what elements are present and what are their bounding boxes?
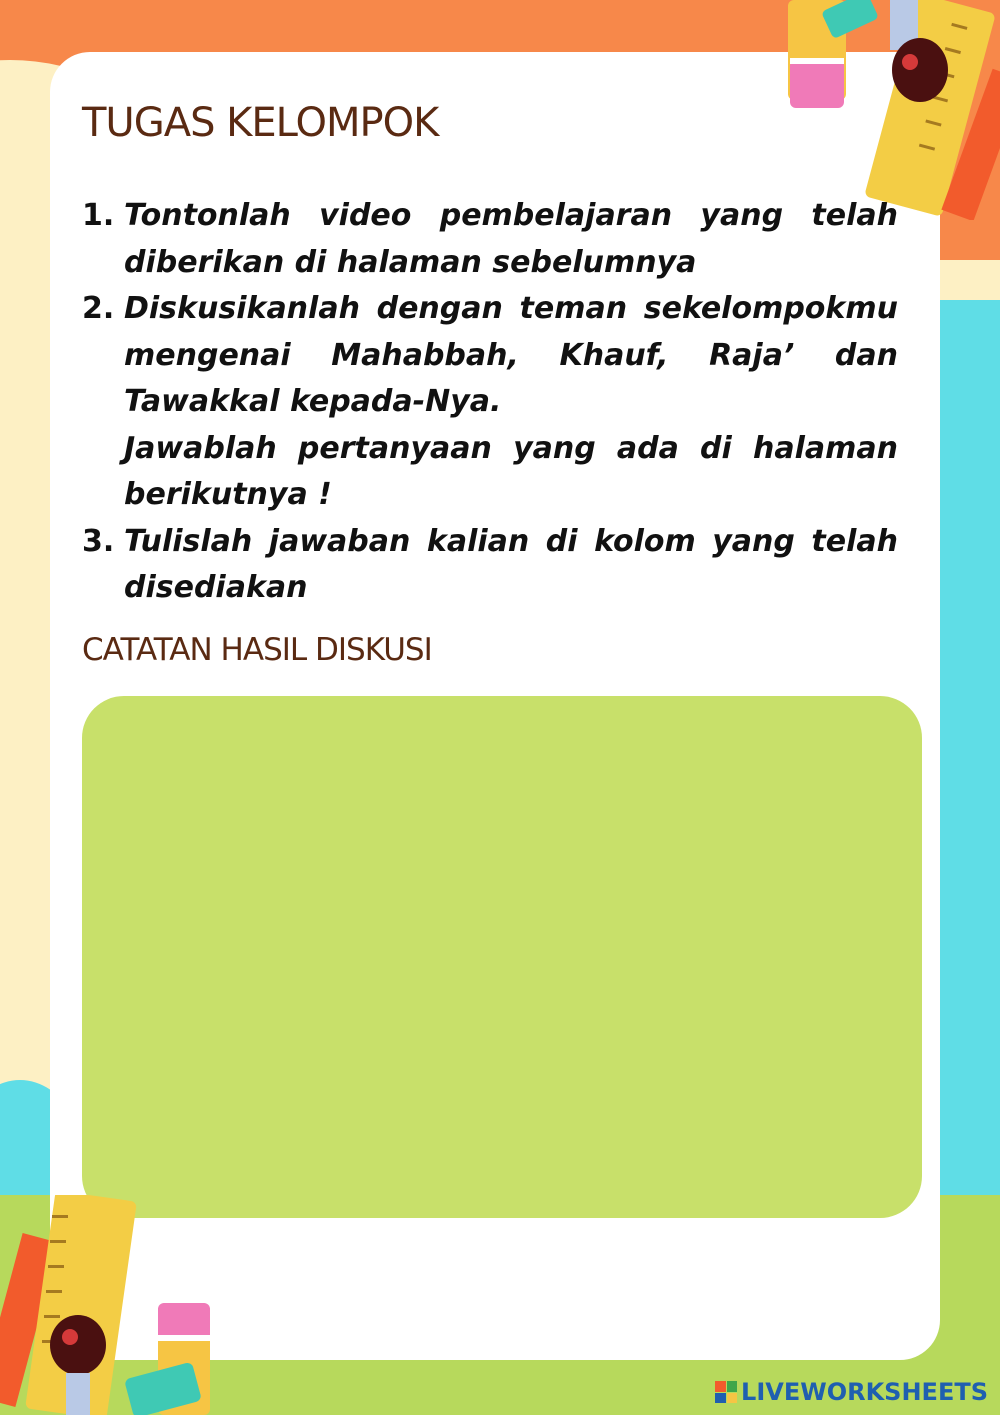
section-subtitle: CATATAN HASIL DISKUSI xyxy=(82,632,432,668)
page-title: TUGAS KELOMPOK xyxy=(82,100,439,146)
task-number: 1. xyxy=(82,198,115,233)
task-number: 2. xyxy=(82,291,115,326)
liveworksheets-logo xyxy=(715,1375,988,1409)
task-item xyxy=(82,519,898,612)
task-text-continued: Jawablah pertanyaan yang ada di halaman berikutnya ! xyxy=(124,430,898,512)
task-text: Tontonlah video pembelajaran yang telah diberikan di halaman sebelumnya xyxy=(124,198,898,280)
task-number: 3. xyxy=(82,523,115,559)
stationery-decoration-top xyxy=(770,0,1000,220)
task-text: Diskusikanlah dengan teman sekelompokmu mengenai Mahabbah, Khauf, Raja’ dan Tawakkal kepada-Nya. xyxy=(124,291,898,419)
task-text: Tulislah jawaban kalian di kolom yang telah disediakan xyxy=(124,523,898,605)
task-list xyxy=(82,193,898,612)
liveworksheets-logo-icon xyxy=(715,1381,737,1403)
task-item xyxy=(82,286,898,519)
stationery-decoration-bottom xyxy=(0,1195,230,1415)
liveworksheets-text: LIVEWORKSHEETS xyxy=(741,1378,988,1406)
answer-box[interactable] xyxy=(82,696,922,1218)
